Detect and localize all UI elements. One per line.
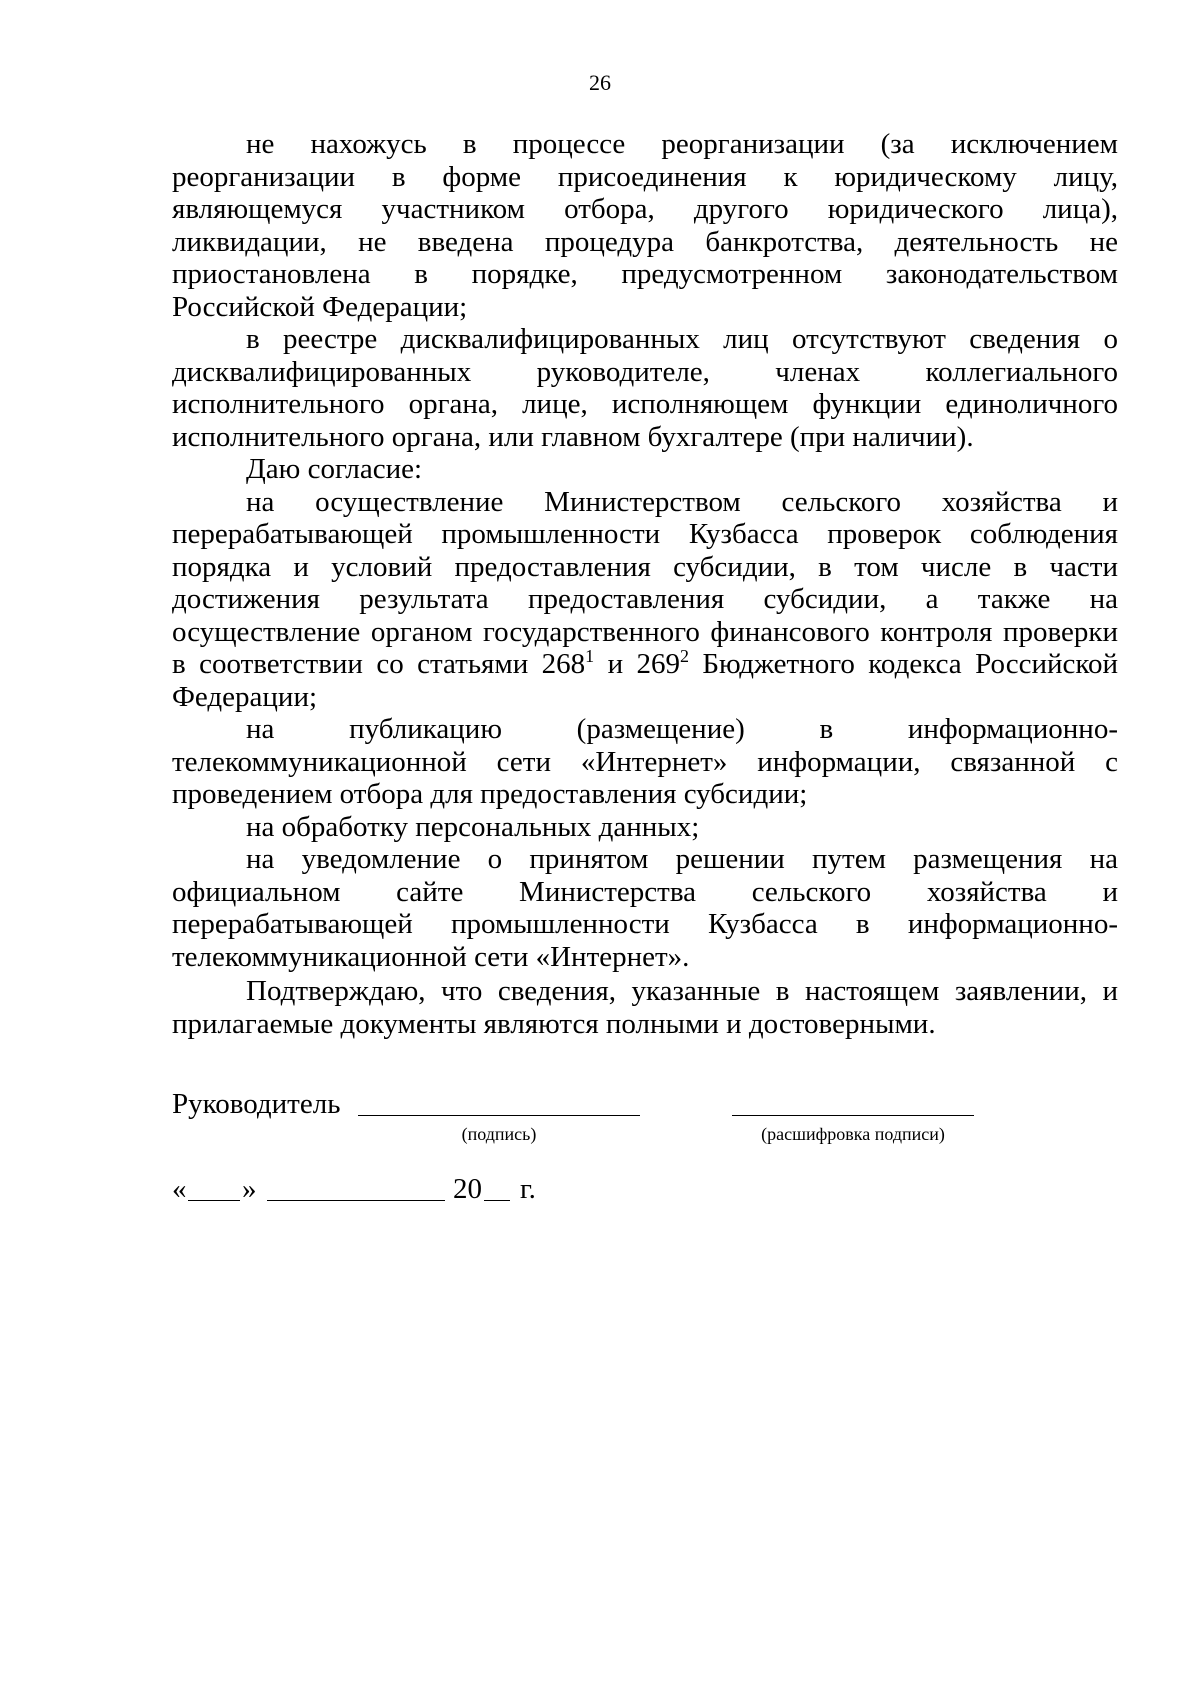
date-year-suffix: г. xyxy=(520,1173,536,1205)
signature-label: Руководитель xyxy=(172,1088,341,1120)
consent-inspections-text-end: Бюджетного кодекса Российской Федерации; xyxy=(172,648,1118,713)
signature-decoding-caption: (расшифровка подписи) xyxy=(761,1124,945,1144)
signature-row xyxy=(172,1088,1118,1128)
paragraph-consent-heading: Даю согласие: xyxy=(246,453,423,485)
date-day-line[interactable] xyxy=(188,1200,240,1201)
date-row xyxy=(172,1173,772,1213)
signature-line[interactable] xyxy=(358,1115,640,1116)
paragraph-confirmation: Подтверждаю, что сведения, указанные в настоящем заявлении, и прилагаемые документы являются полными и достоверными. xyxy=(172,975,1118,1040)
date-close-quote: » xyxy=(242,1173,257,1205)
consent-inspections-text-mid: и 269 xyxy=(594,648,680,680)
paragraph-disqualified-registry: в реестре дисквалифицированных лиц отсутствуют сведения о дисквалифицированных руководителе, членах коллегиального исполнительного органа, лице, исполняющем функции единоличного исполнительного органа, или главном бухгалтере (при наличии). xyxy=(172,323,1118,453)
date-month-line[interactable] xyxy=(267,1200,445,1201)
date-year-prefix: 20 xyxy=(453,1173,482,1205)
paragraph-consent-personal-data: на обработку персональных данных; xyxy=(246,810,700,843)
signature-caption: (подпись) xyxy=(461,1124,537,1144)
consent-inspections-text: на осуществление Министерством сельского хозяйства и перерабатывающей промышленности Кузбасса проверок соблюдения порядка и условий предоставления субсидии, в том числе в части достижения результата предоставления субсидии, а также на осуществление органом государственного финансового контроля проверки в соответствии со статьями 268 xyxy=(172,485,1118,680)
document-body xyxy=(172,128,1118,1040)
footnote-sup-2: 2 xyxy=(680,646,689,666)
footnote-sup-1: 1 xyxy=(585,646,595,666)
signature-decoding-line[interactable] xyxy=(732,1115,974,1116)
page-number: 26 xyxy=(589,70,611,95)
paragraph-consent-publication: на публикацию (размещение) в информационно-телекоммуникационной сети «Интернет» информации, связанной с проведением отбора для предоставления субсидии; xyxy=(172,713,1118,810)
date-open-quote: « xyxy=(172,1173,187,1205)
paragraph-consent-notification: на уведомление о принятом решении путем размещения на официальном сайте Министерства сельского хозяйства и перерабатывающей промышленности Кузбасса в информационно-телекоммуникационной сети «Интернет». xyxy=(172,843,1118,973)
paragraph-reorganization: не нахожусь в процессе реорганизации (за исключением реорганизации в форме присоединения к юридическому лицу, являющемуся участником отбора, другого юридического лица), ликвидации, не введена процедура банкротства, деятельность не приостановлена в порядке, предусмотренном законодательством Российской Федерации; xyxy=(172,128,1118,323)
paragraph-consent-inspections xyxy=(172,486,1118,714)
date-year-line[interactable] xyxy=(484,1200,510,1201)
